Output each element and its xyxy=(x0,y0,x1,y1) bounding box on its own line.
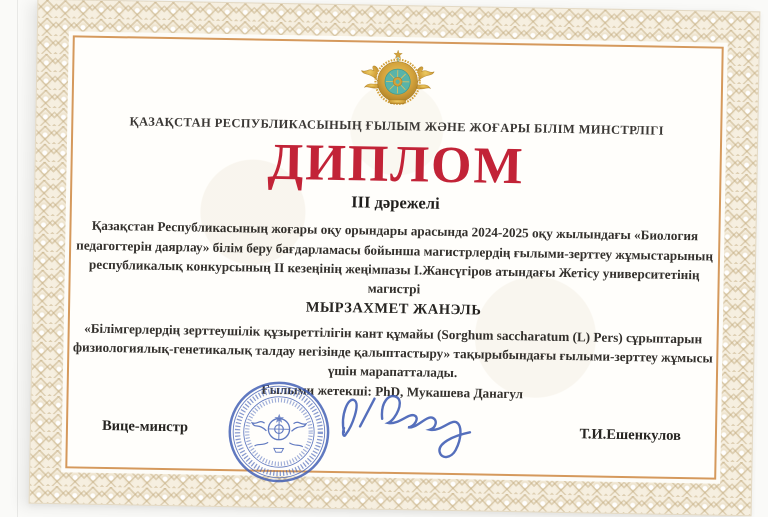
award-paragraph: «Білімгерлердің зерттеушілік құзыреттілігін кант құмайы (Sorghum saccharatum (L) Pers) сұрыптарын физиологиялық-генетикалық талдау негізінде қалыптастыру» тақырыбындағы ғылыми-зерттеу жұмысы үшін марапатталады. xyxy=(72,320,713,381)
vice-minister-title: Вице-минстр xyxy=(101,417,189,436)
kazakhstan-coat-of-arms-icon xyxy=(358,48,438,107)
supervisor-line: Ғылыми жетекші: PhD, Мукашева Данагул xyxy=(261,382,524,402)
diploma-certificate xyxy=(29,0,761,516)
competition-paragraph: Қазақстан Республикасының жоғары оқу орындары арасында 2024-2025 оқу жылындағы «Биология педагогтерін даярлау» білім беру бағдарламасы бойынша магистрлердің ғылыми-зерттеу жұмыстарының республикалық конкурсының II кезеңінің жеңімпазы І.Жансүгіров атындағы Жетісу университетінің магистрі xyxy=(76,218,714,297)
ornamental-frame xyxy=(61,31,728,483)
diploma-title: ДИПЛОМ xyxy=(267,133,526,196)
degree-level: III дәрежелі xyxy=(351,192,440,214)
ministry-header: ҚАЗАҚСТАН РЕСПУБЛИКАСЫНЫҢ ҒЫЛЫМ ЖӘНЕ ЖОҒАРЫ БІЛІМ МИНСТРЛІГІ xyxy=(129,114,665,138)
certificate-content xyxy=(65,35,723,479)
signature-row xyxy=(102,418,681,445)
recipient-name: МЫРЗАХМЕТ ЖАНЭЛЬ xyxy=(305,299,482,319)
official-name: Т.И.Ешенкулов xyxy=(579,426,682,445)
photo-page-edge xyxy=(17,0,18,517)
